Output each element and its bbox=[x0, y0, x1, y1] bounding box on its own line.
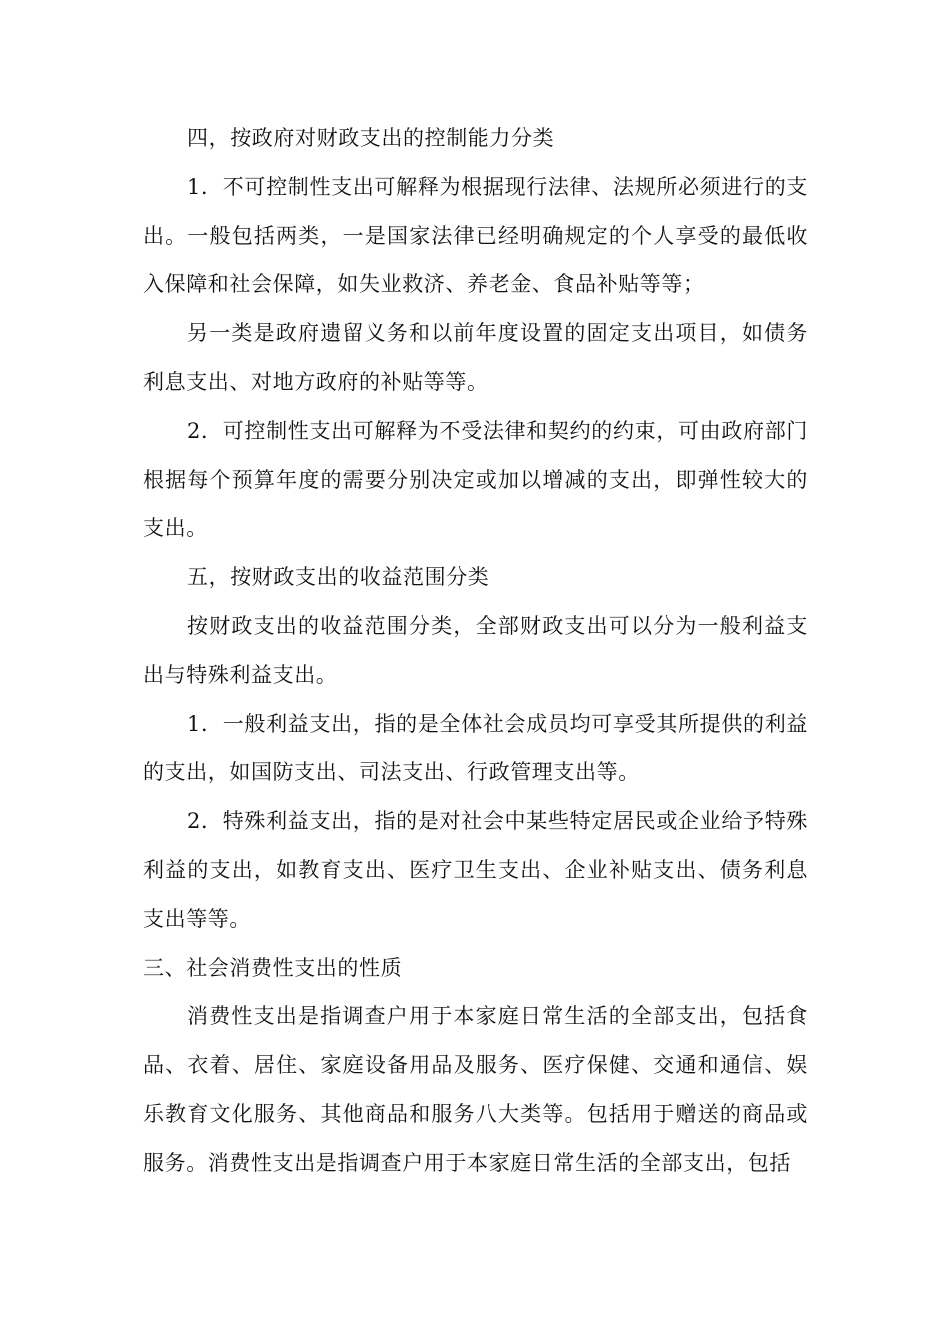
section-heading-three: 三、社会消费性支出的性质 bbox=[143, 955, 403, 980]
paragraph-controllable-expenditure: 2．可控制性支出可解释为不受法律和契约的约束，可由政府部门根据每个预算年度的需要分别决定或加以增减的支出，即弹性较大的支出。 bbox=[143, 418, 808, 541]
section-heading-four: 四，按政府对财政支出的控制能力分类 bbox=[187, 126, 555, 150]
paragraph-benefit-scope: 按财政支出的收益范围分类，全部财政支出可以分为一般利益支出与特殊利益支出。 bbox=[143, 613, 808, 687]
document-body bbox=[143, 114, 808, 1188]
paragraph-uncontrollable-expenditure: 1．不可控制性支出可解释为根据现行法律、法规所必须进行的支出。一般包括两类，一是国家法律已经明确规定的个人享受的最低收入保障和社会保障，如失业救济、养老金、食品补贴等等； bbox=[143, 174, 808, 297]
paragraph-general-benefit: 1．一般利益支出，指的是全体社会成员均可享受其所提供的利益的支出，如国防支出、司法支出、行政管理支出等。 bbox=[143, 711, 808, 785]
paragraph-special-benefit: 2．特殊利益支出，指的是对社会中某些特定居民或企业给予特殊利益的支出，如教育支出、医疗卫生支出、企业补贴支出、债务利息支出等等。 bbox=[143, 809, 808, 931]
paragraph-other-category: 另一类是政府遗留义务和以前年度设置的固定支出项目，如债务利息支出、对地方政府的补贴等等。 bbox=[143, 321, 808, 394]
paragraph-consumption-expenditure: 消费性支出是指调查户用于本家庭日常生活的全部支出，包括食品、衣着、居住、家庭设备用品及服务、医疗保健、交通和通信、娱乐教育文化服务、其他商品和服务八大类等。包括用于赠送的商品或服务。消费性支出是指调查户用于本家庭日常生活的全部支出，包括 bbox=[143, 1004, 808, 1175]
section-heading-five: 五，按财政支出的收益范围分类 bbox=[187, 565, 490, 590]
